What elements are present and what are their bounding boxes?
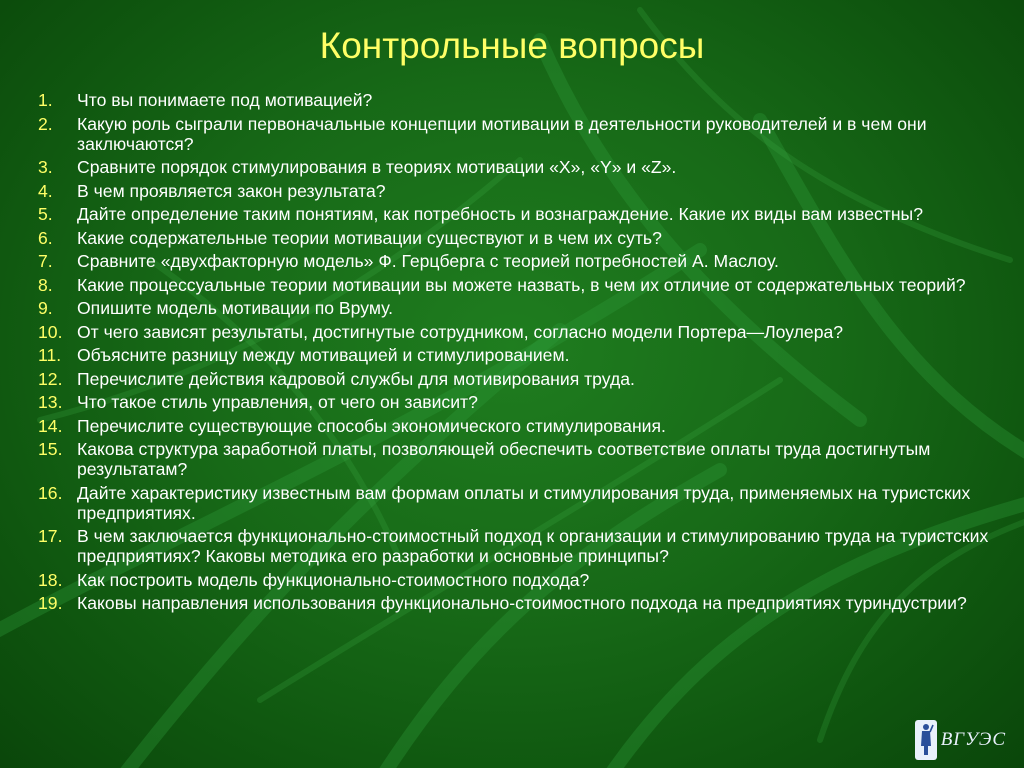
question-item	[38, 181, 1013, 201]
question-item	[38, 392, 1013, 412]
question-item	[38, 526, 1013, 566]
question-number: 11.	[38, 345, 62, 365]
question-number: 18.	[38, 569, 63, 590]
question-text: Какова структура заработной платы, позволяющей обеспечить соответствие оплаты труда достигнутым результатам?	[77, 439, 931, 479]
question-number: 8.	[38, 274, 53, 295]
question-text: Каковы направления использования функционально-стоимостного подхода на предприятиях туриндустрии?	[77, 593, 967, 613]
question-item	[38, 345, 1013, 365]
question-item	[38, 416, 1013, 436]
question-item	[38, 114, 1013, 154]
logo-text: ВГУЭС	[940, 729, 1006, 750]
question-item	[38, 157, 1013, 177]
question-text: Что такое стиль управления, от чего он зависит?	[77, 392, 478, 412]
question-text: Какую роль сыграли первоначальные концепции мотивации в деятельности руководителей и в чем они заключаются?	[77, 113, 927, 154]
question-text: Как построить модель функционально-стоимостного подхода?	[77, 569, 590, 590]
question-number: 3.	[38, 157, 53, 177]
question-item	[38, 483, 1013, 523]
question-number: 1.	[38, 90, 53, 110]
question-number: 2.	[38, 113, 53, 134]
question-number: 4.	[38, 180, 53, 201]
question-text: Перечислите действия кадровой службы для мотивирования труда.	[77, 368, 635, 389]
question-text: От чего зависят результаты, достигнутые сотрудником, согласно модели Портера—Лоулера?	[77, 321, 844, 342]
question-number: 14.	[38, 415, 63, 436]
question-item	[38, 251, 1013, 271]
question-item	[38, 90, 1013, 110]
question-item	[38, 570, 1013, 590]
question-item	[38, 439, 1013, 479]
question-item	[38, 275, 1013, 295]
question-text: Сравните «двухфакторную модель» Ф. Герцберга с теорией потребностей А. Маслоу.	[77, 251, 779, 271]
question-item	[38, 322, 1013, 342]
question-number: 7.	[38, 251, 53, 271]
question-text: В чем проявляется закон результата?	[77, 180, 386, 201]
question-item	[38, 369, 1013, 389]
question-item	[38, 593, 1013, 613]
question-text: Опишите модель мотивации по Вруму.	[77, 298, 394, 318]
question-text: Дайте определение таким понятиям, как потребность и вознаграждение. Какие их виды вам известны?	[77, 204, 923, 224]
question-number: 5.	[38, 204, 53, 224]
question-text: Что вы понимаете под мотивацией?	[77, 90, 373, 110]
question-item	[38, 298, 1013, 318]
question-item	[38, 228, 1013, 248]
statue-icon	[915, 720, 937, 760]
question-text: Какие процессуальные теории мотивации вы можете назвать, в чем их отличие от содержательных теорий?	[77, 274, 966, 295]
university-logo	[915, 720, 1006, 760]
question-text: Перечислите существующие способы экономического стимулирования.	[77, 415, 666, 436]
questions-list	[38, 90, 1013, 617]
question-number: 6.	[38, 227, 53, 248]
question-number: 19.	[38, 593, 63, 613]
question-number: 15.	[38, 439, 63, 459]
question-text: Сравните порядок стимулирования в теориях мотивации «X», «Y» и «Z».	[77, 157, 677, 177]
question-text: В чем заключается функционально-стоимостный подход к организации и стимулированию труда на туристских предприятиях? Каковы методика его разработки и основные принципы?	[77, 526, 989, 566]
question-number: 9.	[38, 298, 53, 318]
question-text: Объясните разницу между мотивацией и стимулированием.	[77, 345, 570, 365]
question-number: 13.	[38, 392, 63, 412]
question-item	[38, 204, 1013, 224]
question-number: 17.	[38, 526, 63, 546]
question-text: Какие содержательные теории мотивации существуют и в чем их суть?	[77, 227, 662, 248]
question-text: Дайте характеристику известным вам формам оплаты и стимулирования труда, применяемых на туристских предприятиях.	[77, 482, 971, 523]
question-number: 12.	[38, 368, 63, 389]
slide-title: Контрольные вопросы	[319, 25, 705, 66]
question-number: 10.	[38, 321, 63, 342]
question-number: 16.	[38, 482, 63, 503]
